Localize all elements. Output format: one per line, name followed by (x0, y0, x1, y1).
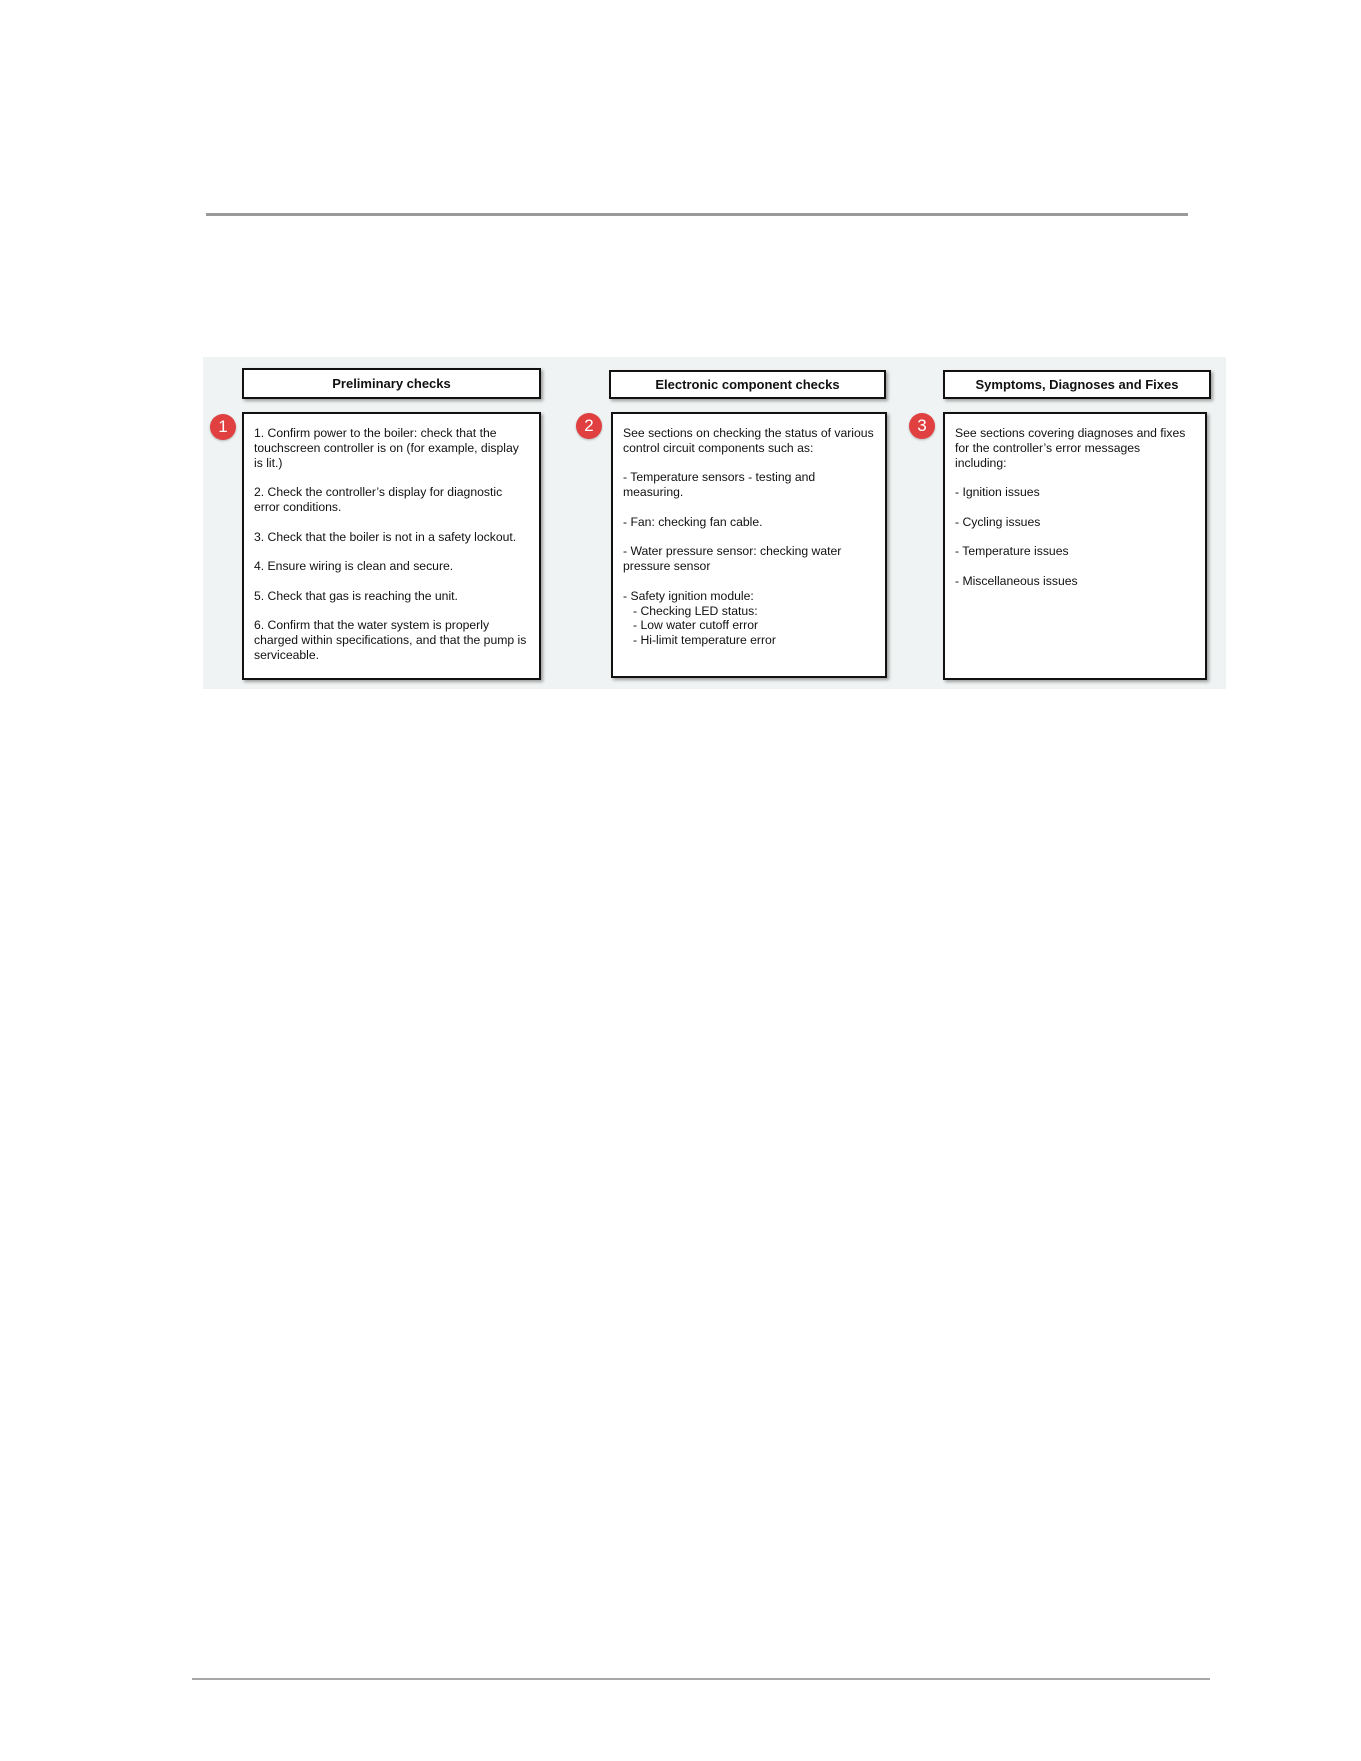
column-title: Symptoms, Diagnoses and Fixes (975, 377, 1179, 392)
electronic-component-checks-box (611, 412, 887, 678)
footer-rule (192, 1678, 1210, 1680)
component-text: See sections on checking the status of various control circuit components such as: (623, 426, 874, 455)
column-title: Preliminary checks (332, 376, 451, 391)
column-title: Electronic component checks (655, 377, 840, 392)
fix-text: - Temperature issues (955, 544, 1069, 559)
component-text: - Water pressure sensor: checking water pressure sensor (623, 544, 842, 574)
step-text: 1. Confirm power to the boiler: check that the touchscreen controller is on (for example, display is lit.) (254, 426, 519, 470)
step-1-badge: 1 (210, 414, 236, 440)
component-subitem: - Hi-limit temperature error (633, 633, 776, 648)
electronic-component-checks-title (609, 370, 886, 399)
fix-text: - Cycling issues (955, 514, 1041, 529)
step-text: 4. Ensure wiring is clean and secure. (254, 559, 454, 574)
component-text: - Safety ignition module: (623, 588, 754, 603)
step-text: 6. Confirm that the water system is properly charged within specifications, and that the pump is serviceable. (254, 618, 527, 662)
symptoms-diagnoses-fixes-title (943, 370, 1211, 399)
component-subitem: - Low water cutoff error (633, 618, 759, 633)
header-rule (206, 213, 1188, 216)
step-text: 3. Check that the boiler is not in a safety lockout. (254, 529, 517, 544)
step-text: 5. Check that gas is reaching the unit. (254, 588, 458, 603)
component-text: - Fan: checking fan cable. (623, 514, 763, 529)
component-text: - Temperature sensors - testing and measuring. (623, 470, 816, 500)
step-3-badge: 3 (909, 413, 935, 439)
preliminary-checks-box (242, 412, 541, 680)
troubleshooting-flow-figure (203, 357, 1226, 689)
step-2-badge: 2 (576, 413, 602, 439)
symptoms-diagnoses-fixes-box (943, 412, 1207, 680)
step-text: 2. Check the controller’s display for diagnostic error conditions. (254, 485, 503, 514)
component-subitem: - Checking LED status: (633, 603, 758, 618)
fix-text: - Ignition issues (955, 485, 1040, 500)
preliminary-checks-title (242, 368, 541, 399)
fix-text: - Miscellaneous issues (955, 573, 1078, 588)
fix-text: See sections covering diagnoses and fixes for the controller’s error messages including: (955, 426, 1186, 470)
